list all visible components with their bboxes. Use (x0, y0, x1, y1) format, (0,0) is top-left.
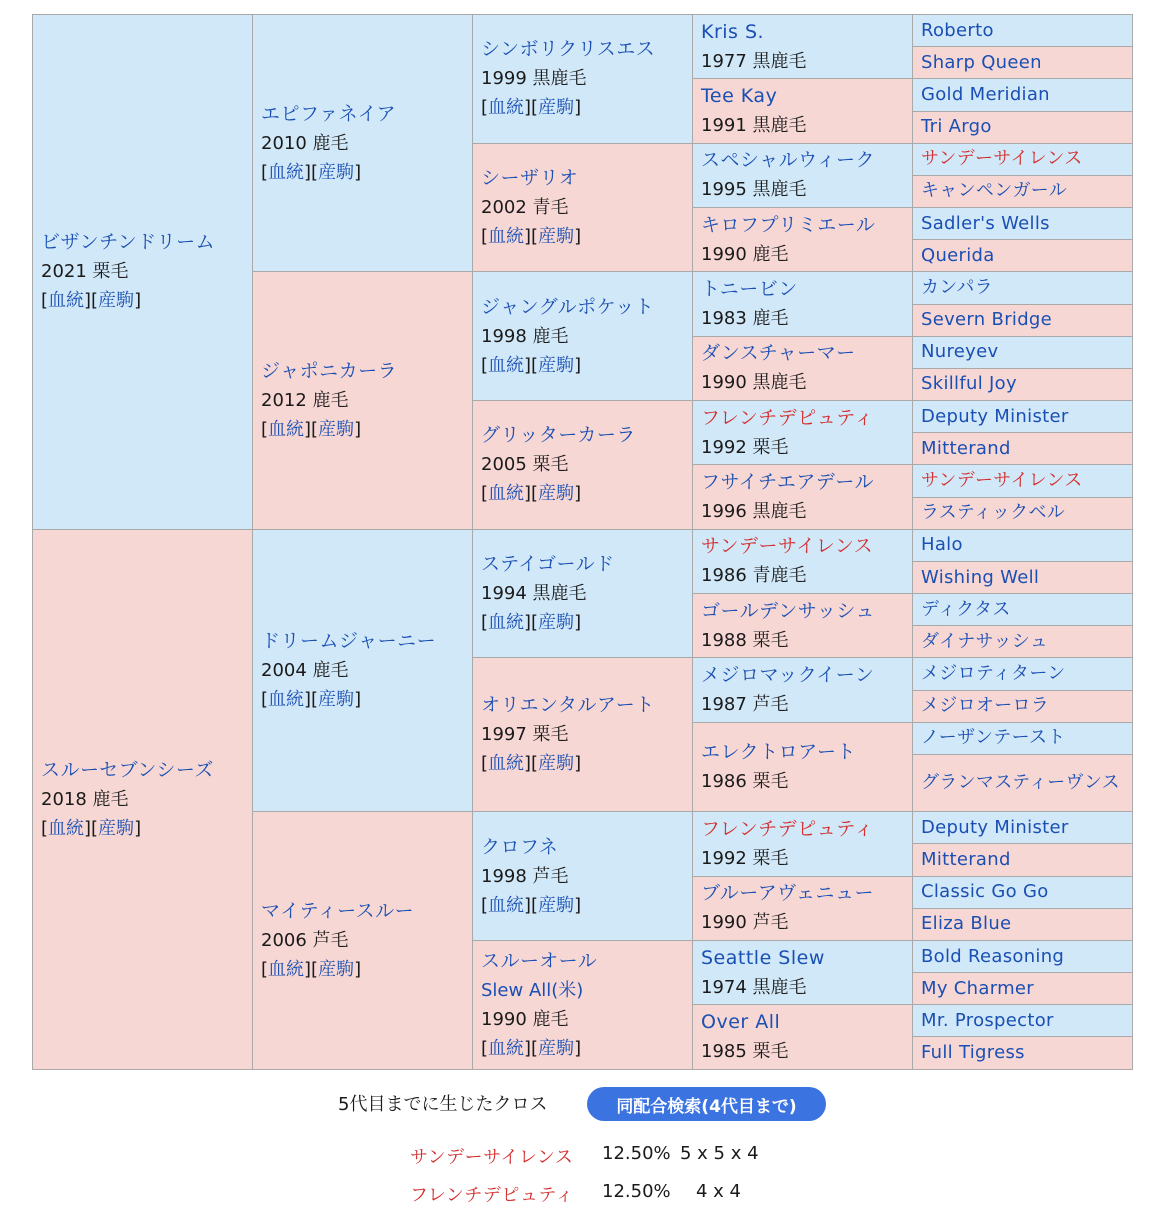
coat-color: 鹿毛 (532, 325, 569, 347)
horse-info (481, 193, 684, 222)
horse-name-link[interactable]: Mitterand (921, 849, 1011, 871)
horse-links: [血統][産駒] (481, 612, 582, 634)
bloodline-link[interactable]: 血統 (488, 612, 525, 634)
horse-name-link[interactable]: Tri Argo (921, 116, 992, 138)
horse-info (481, 579, 684, 608)
bloodline-link[interactable]: 血統 (488, 97, 525, 119)
pedigree-cell-gen5 (913, 844, 1133, 876)
pedigree-cell-gen5 (913, 561, 1133, 593)
pedigree-cell-gen5 (913, 208, 1133, 240)
pedigree-cell-gen5 (913, 1037, 1133, 1070)
pedigree-cell-gen4 (693, 1005, 913, 1070)
offspring-link[interactable]: 産駒 (538, 612, 575, 634)
cross-percent: 12.50% (602, 1143, 671, 1164)
horse-name-link[interactable]: グランマスティーヴンス (921, 772, 1120, 794)
horse-info (481, 450, 684, 479)
pedigree-cell-gen3 (473, 272, 693, 401)
pedigree-cell-gen5 (913, 175, 1133, 207)
coat-color: 栗毛 (532, 724, 569, 746)
birth-year: 2004 (261, 660, 307, 681)
offspring-link[interactable]: 産駒 (538, 226, 575, 248)
birth-year: 1997 (481, 724, 527, 746)
pedigree-cell-gen4 (693, 143, 913, 207)
horse-info (481, 720, 684, 749)
horse-name-link[interactable]: エレクトロアート (701, 741, 857, 764)
horse-info (701, 690, 904, 719)
pedigree-cell-gen2 (253, 272, 473, 529)
horse-info (261, 656, 464, 685)
horse-info (701, 844, 904, 873)
cross-generations: 4 x 4 (696, 1181, 741, 1202)
horse-links: [血統][産駒] (481, 354, 582, 376)
horse-links: [血統][産駒] (261, 689, 362, 710)
birth-year: 1988 (701, 629, 747, 651)
horse-links: [血統][産駒] (481, 894, 582, 916)
birth-year: 1990 (701, 372, 747, 394)
birth-year: 1996 (701, 501, 747, 523)
pedigree-cell-gen5 (913, 79, 1133, 111)
horse-info (701, 973, 904, 1002)
horse-name-link[interactable]: フサイチエアデール (701, 471, 875, 494)
horse-name-link[interactable]: Deputy Minister (921, 816, 1069, 838)
pedigree-cell-gen4 (693, 79, 913, 143)
coat-color: 芦毛 (752, 912, 789, 934)
birth-year: 1992 (701, 436, 747, 458)
horse-links: [血統][産駒] (41, 290, 142, 312)
horse-name-link[interactable]: ダンスチャーマー (701, 342, 856, 365)
horse-name-link[interactable]: ノーザンテースト (921, 727, 1066, 749)
pedigree-cell-gen3 (473, 143, 693, 272)
horse-name-link[interactable]: Deputy Minister (921, 405, 1069, 427)
horse-info (481, 322, 684, 351)
horse-name-link[interactable]: サンデーサイレンス (701, 535, 874, 558)
pedigree-cell-gen5 (913, 465, 1133, 497)
cross-horse-link[interactable]: フレンチデピュティ (410, 1185, 574, 1206)
coat-color: 鹿毛 (752, 308, 789, 330)
horse-info (701, 240, 904, 269)
horse-name-link[interactable]: ゴールデンサッシュ (701, 599, 875, 622)
bloodline-link[interactable]: 血統 (268, 161, 305, 183)
horse-name-link[interactable]: ブルーアヴェニュー (701, 882, 875, 905)
birth-year: 2002 (481, 197, 527, 219)
birth-year: 1990 (481, 1008, 527, 1030)
birth-year: 1977 (701, 50, 747, 72)
birth-year: 2005 (481, 454, 527, 476)
horse-name-link[interactable]: ダイナサッシュ (921, 630, 1049, 652)
horse-name-link[interactable]: エピファネイア (261, 102, 397, 125)
pedigree-cell-gen4 (693, 594, 913, 658)
birth-year: 1990 (701, 243, 747, 265)
birth-year: 1987 (701, 694, 747, 716)
horse-name-link[interactable]: ラスティックベル (921, 502, 1066, 524)
coat-color: 鹿毛 (312, 132, 349, 154)
coat-color: 鹿毛 (312, 660, 349, 681)
horse-name-link[interactable]: Sadler's Wells (921, 212, 1050, 234)
horse-name-link[interactable]: Full Tigress (921, 1042, 1025, 1064)
pedigree-cell-gen4 (693, 529, 913, 593)
horse-name-link[interactable]: ジャポニカーラ (261, 360, 398, 383)
cross-generations: 5 x 5 x 4 (680, 1143, 759, 1164)
pedigree-cell-gen5 (913, 754, 1133, 811)
birth-year: 1986 (701, 565, 747, 587)
birth-year: 1991 (701, 115, 747, 137)
pedigree-cell-gen5 (913, 15, 1133, 47)
coat-color: 栗毛 (752, 629, 789, 651)
birth-year: 2006 (261, 930, 307, 952)
bloodline-link[interactable]: 血統 (48, 817, 85, 839)
bloodline-link[interactable]: 血統 (488, 894, 525, 916)
pedigree-cell-gen3 (473, 658, 693, 812)
coat-color: 栗毛 (752, 771, 789, 793)
horse-name-link[interactable]: Roberto (921, 19, 994, 41)
horse-links: [血統][産駒] (261, 161, 362, 183)
coat-color: 青鹿毛 (752, 565, 807, 587)
coat-color: 鹿毛 (312, 390, 349, 412)
offspring-link[interactable]: 産駒 (538, 354, 575, 376)
horse-name-link[interactable]: ステイゴールド (481, 553, 615, 576)
horse-info (481, 64, 684, 93)
pedigree-cell-gen4 (693, 876, 913, 940)
pedigree-cell-gen5 (913, 1005, 1133, 1037)
coat-color: 栗毛 (752, 436, 789, 458)
pedigree-cell-gen5 (913, 973, 1133, 1005)
pedigree-cell-gen4 (693, 658, 913, 722)
coat-color: 鹿毛 (532, 1008, 569, 1030)
horse-info (701, 497, 904, 526)
pedigree-cell-gen5 (913, 304, 1133, 336)
horse-name-link[interactable]: メジロオーロラ (921, 695, 1050, 717)
horse-info (701, 47, 904, 76)
pedigree-cell-gen5 (913, 529, 1133, 561)
pedigree-cell-gen4 (693, 272, 913, 336)
pedigree-cell-gen5 (913, 401, 1133, 433)
coat-color: 鹿毛 (752, 243, 789, 265)
horse-info (261, 386, 464, 415)
pedigree-cell-gen5 (913, 143, 1133, 175)
pedigree-cell-gen4 (693, 812, 913, 876)
horse-info (701, 626, 904, 655)
offspring-link[interactable]: 産駒 (538, 97, 575, 119)
pedigree-cell-gen3 (473, 15, 693, 144)
birth-year: 1985 (701, 1041, 747, 1063)
horse-info (701, 111, 904, 140)
horse-name-link[interactable]: スペシャルウィーク (701, 149, 875, 172)
offspring-link[interactable]: 産駒 (538, 894, 575, 916)
horse-name-link[interactable]: メジロマックイーン (701, 664, 875, 687)
horse-info (481, 1005, 684, 1034)
horse-info (701, 767, 904, 796)
horse-links: [血統][産駒] (481, 226, 582, 248)
pedigree-cell-gen5 (913, 626, 1133, 658)
horse-info (701, 908, 904, 937)
pedigree-cell-gen5 (913, 940, 1133, 972)
horse-name-link[interactable]: Halo (921, 534, 963, 556)
pedigree-cell-gen1 (33, 15, 253, 530)
birth-year: 1998 (481, 865, 527, 887)
pedigree-cell-gen3 (473, 940, 693, 1069)
horse-links: [血統][産駒] (261, 419, 362, 441)
horse-name-link[interactable]: サンデーサイレンス (921, 469, 1083, 491)
bloodline-link[interactable]: 血統 (488, 753, 525, 775)
horse-name-link[interactable]: Classic Go Go (921, 881, 1049, 903)
birth-year: 1983 (701, 308, 747, 330)
pedigree-cell-gen5 (913, 908, 1133, 940)
horse-name-link[interactable]: メジロティターン (921, 663, 1066, 685)
birth-year: 1986 (701, 771, 747, 793)
offspring-link[interactable]: 産駒 (318, 419, 355, 441)
pedigree-cell-gen5 (913, 368, 1133, 400)
pedigree-cell-gen5 (913, 240, 1133, 272)
birth-year: 2021 (41, 261, 87, 283)
horse-info (701, 1037, 904, 1066)
pedigree-cell-gen2 (253, 529, 473, 812)
coat-color: 芦毛 (752, 694, 789, 716)
pedigree-cell-gen4 (693, 722, 913, 811)
horse-name-link[interactable]: キロフプリミエール (701, 213, 876, 236)
horse-links: [血統][産駒] (261, 959, 362, 981)
horse-name-link[interactable]: Mitterand (921, 437, 1011, 459)
birth-year: 1990 (701, 912, 747, 934)
horse-info (701, 433, 904, 462)
horse-name-link[interactable]: Seattle Slew (701, 946, 825, 969)
coat-color: 栗毛 (752, 847, 789, 869)
cross-section-label: 5代目までに生じたクロス (338, 1094, 548, 1115)
birth-year: 1994 (481, 583, 527, 605)
horse-name-link[interactable]: Querida (921, 244, 995, 266)
horse-name-link[interactable]: フレンチデピュティ (701, 406, 874, 429)
pedigree-cell-gen5 (913, 876, 1133, 908)
horse-name-link[interactable]: ドリームジャーニー (261, 630, 437, 652)
horse-name-link[interactable]: Eliza Blue (921, 913, 1012, 935)
horse-info (261, 129, 464, 158)
pedigree-cell-gen5 (913, 812, 1133, 844)
horse-info (41, 257, 244, 286)
birth-year: 1974 (701, 976, 747, 998)
horse-name-link[interactable]: Skillful Joy (921, 373, 1017, 395)
bloodline-link[interactable]: 血統 (488, 1037, 525, 1059)
horse-info (701, 175, 904, 204)
horse-name-link[interactable]: スルーオール (481, 949, 598, 972)
cross-row (410, 1143, 770, 1171)
birth-year: 2010 (261, 132, 307, 154)
horse-name-link[interactable]: スルーセブンシーズ (41, 758, 214, 781)
offspring-link[interactable]: 産駒 (98, 290, 135, 312)
horse-name-link[interactable]: オリエンタルアート (481, 694, 655, 717)
horse-name-link[interactable]: トニービン (701, 278, 798, 301)
coat-color: 黒鹿毛 (752, 372, 807, 394)
pedigree-cell-gen5 (913, 658, 1133, 690)
horse-info (701, 368, 904, 397)
cross-row (410, 1181, 770, 1209)
offspring-link[interactable]: 産駒 (318, 689, 355, 710)
offspring-link[interactable]: 産駒 (318, 959, 355, 981)
horse-name-link[interactable]: フレンチデピュティ (701, 817, 874, 840)
horse-name-link[interactable]: Mr. Prospector (921, 1009, 1054, 1031)
coat-color: 芦毛 (532, 865, 569, 887)
pedigree-cell-gen5 (913, 433, 1133, 465)
pedigree-cell-gen5 (913, 47, 1133, 79)
horse-links: [血統][産駒] (481, 483, 582, 505)
pedigree-cell-gen5 (913, 722, 1133, 754)
coat-color: 栗毛 (92, 261, 129, 283)
horse-name-link[interactable]: Wishing Well (921, 566, 1040, 588)
cross-percent: 12.50% (602, 1181, 671, 1202)
horse-name-link[interactable]: ビザンチンドリーム (41, 231, 216, 254)
coat-color: 黒鹿毛 (752, 976, 807, 998)
bloodline-link[interactable]: 血統 (268, 689, 305, 710)
horse-name-link[interactable]: シンボリクリスエス (481, 38, 656, 61)
birth-year: 2012 (261, 390, 307, 412)
horse-info (701, 561, 904, 590)
pedigree-cell-gen4 (693, 465, 913, 529)
horse-links: [血統][産駒] (481, 753, 582, 775)
pedigree-cell-gen5 (913, 497, 1133, 529)
pedigree-table (32, 14, 1133, 1070)
pedigree-cell-gen3 (473, 529, 693, 658)
birth-year: 1992 (701, 847, 747, 869)
horse-info (41, 785, 244, 814)
birth-year: 1999 (481, 68, 527, 90)
horse-name-link[interactable]: ジャングルポケット (481, 295, 655, 318)
same-mating-search-button[interactable]: 同配合検索(4代目まで) (587, 1087, 826, 1121)
pedigree-cell-gen4 (693, 401, 913, 465)
horse-name-link[interactable]: Gold Meridian (921, 83, 1050, 105)
horse-name-link[interactable]: Bold Reasoning (921, 945, 1065, 967)
birth-year: 1995 (701, 179, 747, 201)
coat-color: 黒鹿毛 (752, 179, 807, 201)
coat-color: 黒鹿毛 (532, 68, 587, 90)
coat-color: 鹿毛 (92, 788, 129, 810)
horse-name-link[interactable]: Over All (701, 1011, 781, 1034)
horse-links: [血統][産駒] (41, 817, 142, 839)
offspring-link[interactable]: 産駒 (538, 483, 575, 505)
coat-color: 青毛 (532, 197, 569, 219)
horse-name-link[interactable]: マイティースルー (261, 900, 415, 923)
pedigree-cell-gen5 (913, 594, 1133, 626)
horse-info (481, 862, 684, 891)
bloodline-link[interactable]: 血統 (268, 959, 305, 981)
horse-name-link[interactable]: グリッターカーラ (481, 424, 636, 447)
bloodline-link[interactable]: 血統 (488, 354, 525, 376)
coat-color: 黒鹿毛 (752, 501, 807, 523)
offspring-link[interactable]: 産駒 (318, 161, 355, 183)
cross-horse-link[interactable]: サンデーサイレンス (410, 1147, 574, 1168)
horse-info (261, 926, 464, 955)
horse-name-link[interactable]: キャンペンガール (921, 180, 1068, 202)
offspring-link[interactable]: 産駒 (538, 1037, 575, 1059)
pedigree-row (33, 15, 1133, 47)
pedigree-cell-gen2 (253, 15, 473, 272)
coat-color: 黒鹿毛 (752, 115, 807, 137)
bloodline-link[interactable]: 血統 (48, 290, 85, 312)
pedigree-cell-gen5 (913, 272, 1133, 304)
pedigree-cell-gen4 (693, 15, 913, 79)
pedigree-cell-gen1 (33, 529, 253, 1069)
coat-color: 栗毛 (752, 1041, 789, 1063)
pedigree-cell-gen4 (693, 940, 913, 1004)
horse-links: [血統][産駒] (481, 97, 582, 119)
horse-alt-name-link[interactable]: Slew All(米) (481, 979, 584, 1001)
pedigree-cell-gen3 (473, 401, 693, 530)
horse-name-link[interactable]: Kris S. (701, 20, 765, 43)
pedigree-cell-gen5 (913, 336, 1133, 368)
birth-year: 1998 (481, 325, 527, 347)
pedigree-cell-gen5 (913, 690, 1133, 722)
horse-info (701, 304, 904, 333)
horse-name-link[interactable]: Severn Bridge (921, 309, 1053, 331)
horse-name-link[interactable]: サンデーサイレンス (921, 148, 1083, 170)
pedigree-cell-gen4 (693, 336, 913, 400)
horse-links: [血統][産駒] (481, 1037, 582, 1059)
coat-color: 黒鹿毛 (752, 50, 807, 72)
offspring-link[interactable]: 産駒 (538, 753, 575, 775)
horse-name-link[interactable]: ディクタス (921, 598, 1011, 620)
coat-color: 芦毛 (312, 930, 349, 952)
horse-name-link[interactable]: シーザリオ (481, 167, 579, 190)
bloodline-link[interactable]: 血統 (488, 483, 525, 505)
horse-name-link[interactable]: Tee Kay (701, 85, 778, 108)
horse-name-link[interactable]: My Charmer (921, 977, 1035, 999)
pedigree-cell-gen2 (253, 812, 473, 1070)
horse-name-link[interactable]: Nureyev (921, 341, 999, 363)
horse-name-link[interactable]: クロフネ (481, 835, 559, 858)
pedigree-cell-gen5 (913, 111, 1133, 143)
pedigree-row (33, 529, 1133, 561)
offspring-link[interactable]: 産駒 (98, 817, 135, 839)
pedigree-cell-gen3 (473, 812, 693, 941)
bloodline-link[interactable]: 血統 (268, 419, 305, 441)
pedigree-cell-gen4 (693, 208, 913, 272)
coat-color: 栗毛 (532, 454, 569, 476)
horse-name-link[interactable]: カンパラ (921, 276, 993, 298)
horse-name-link[interactable]: Sharp Queen (921, 51, 1042, 73)
coat-color: 黒鹿毛 (532, 583, 587, 605)
birth-year: 2018 (41, 788, 87, 810)
bloodline-link[interactable]: 血統 (488, 226, 525, 248)
